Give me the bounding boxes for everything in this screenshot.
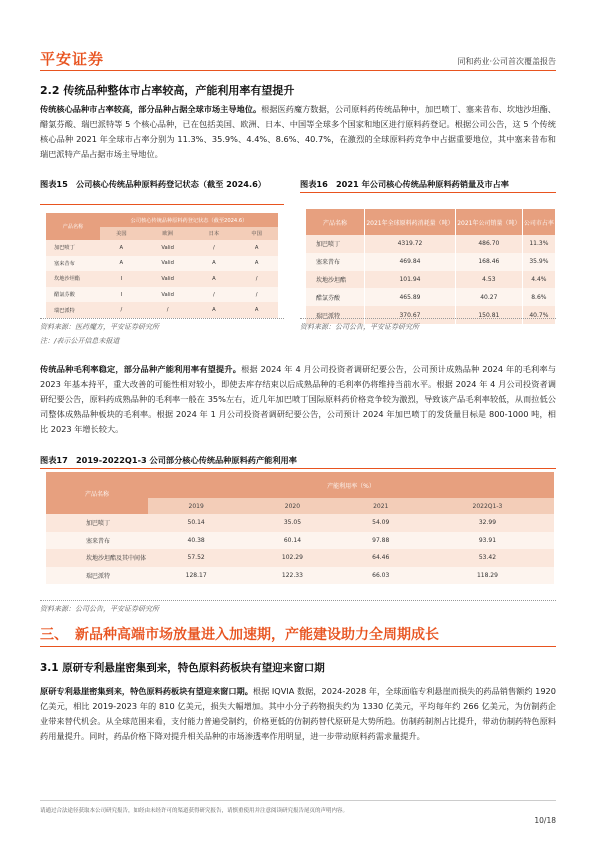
cell: / xyxy=(143,302,193,318)
cell: 4.53 xyxy=(455,271,522,289)
footer-disclaimer: 请通过合法途径获取本公司研究报告，如经由未经许可的渠道获得研究报告，请慎重使用并注意阅读研究报告尾页的声明内容。 xyxy=(40,808,349,814)
cell: 11.3% xyxy=(522,235,555,253)
table-row xyxy=(46,514,554,532)
col-region: 中国 xyxy=(235,227,278,240)
cell: / xyxy=(100,302,143,318)
figure-15-note: 注：/表示公开信息未报道 xyxy=(40,337,120,345)
cell: 168.46 xyxy=(455,253,522,271)
product-name: 塞来昔布 xyxy=(46,256,100,272)
col-global-consumption: 2021年全球原料药消耗量（吨） xyxy=(365,209,456,235)
cell: 97.88 xyxy=(341,532,421,550)
cell: 4319.72 xyxy=(365,235,456,253)
table-row xyxy=(306,271,556,289)
cell: 64.46 xyxy=(341,549,421,567)
capacity-utilization-table xyxy=(46,472,554,584)
cell: I xyxy=(100,287,143,303)
col-region: 日本 xyxy=(193,227,236,240)
cell: 35.9% xyxy=(522,253,555,271)
cell: 128.17 xyxy=(148,567,244,585)
table-row xyxy=(46,302,278,318)
cell: A xyxy=(193,271,236,287)
cell: A xyxy=(235,256,278,272)
col-group: 公司核心传统品种原料药登记状态（截至2024.6） xyxy=(100,213,278,227)
footer-divider xyxy=(40,800,556,801)
table-row xyxy=(46,240,278,256)
figure-17-title: 图表17 2019-2022Q1-3 公司部分核心传统品种原料药产能利用率 xyxy=(40,455,297,465)
cell: 53.42 xyxy=(421,549,554,567)
col-product: 产品名称 xyxy=(46,472,148,514)
cell: 370.67 xyxy=(365,306,456,324)
cell: Valid xyxy=(143,271,193,287)
paragraph-lead: 传统品种毛利率稳定，部分品种产能利用率有望提升。 xyxy=(40,364,242,374)
cell: A xyxy=(100,240,143,256)
cell: 40.7% xyxy=(522,306,555,324)
product-name: 加巴喷丁 xyxy=(306,235,365,253)
col-group: 产能利用率（%） xyxy=(148,472,554,498)
paragraph-lead: 原研专利悬崖密集到来，特色原料药板块有望迎来窗口期。 xyxy=(40,686,253,696)
cell: 118.29 xyxy=(421,567,554,585)
cell: Valid xyxy=(143,256,193,272)
header-divider xyxy=(40,70,556,71)
company-logo: 平安证券 xyxy=(40,50,105,68)
figure-15-source: 资料来源：医药魔方，平安证券研究所 xyxy=(40,323,159,331)
figure-16-bottom-rule xyxy=(300,318,556,319)
product-name: 醋氯芬酸 xyxy=(46,287,100,303)
cell: / xyxy=(235,271,278,287)
cell: 60.14 xyxy=(244,532,340,550)
product-name: 坎地沙坦酯及其中间体 xyxy=(46,549,148,567)
sales-share-table xyxy=(306,209,556,324)
cell: 4.4% xyxy=(522,271,555,289)
paragraph-body: 根据 2024 年 4 月公司投资者调研纪要公告，公司预计成熟品种 2024 年的毛利率与 2023 年基本持平，重大改善的可能性相对较小，即使去库存结束以后成熟品种的毛利率仍将维持当前水平。根据 2024 年 4 月公司投资者调研纪要公告，原料药成熟品种的毛利率一般在 35%左右，近几年加巴喷丁国际原料药价格竞争较为激烈，导致该产品毛利率较低，从而拉低公司整体成熟品种板块的毛利率。根据 2024 年 1 月公司投资者调研纪要公告，公司预计 2024 年加巴喷丁的发货量目标是 800-1000 吨，相比 2023 年增长较大。 xyxy=(40,364,556,434)
figure-15-title: 图表15 公司核心传统品种原料药登记状态（截至 2024.6） xyxy=(40,179,266,189)
paragraph-body: 根据医药魔方数据，公司原料药传统品种中，加巴喷丁、塞来昔布、坎地沙坦酯、醋氯芬酸、瑞巴派特等 5 个核心品种，已在包括美国、欧洲、日本、中国等全球多个国家和地区进行原料药登记。根据公司公告，这 5 个传统核心品种 2021 年全球市占率分别为 11.3%、35.9%、4.4%、8.6%、40.7%，在激烈的全球原料药竞争中占据重要地位，其中塞来昔布和瑞巴派特产品占据市场主导地位。 xyxy=(40,104,556,159)
col-period: 2019 xyxy=(148,498,244,514)
product-name: 坎地沙坦酯 xyxy=(46,271,100,287)
table-row xyxy=(46,549,554,567)
cell: 486.70 xyxy=(455,235,522,253)
cell: 93.91 xyxy=(421,532,554,550)
cell: / xyxy=(193,240,236,256)
cell: 40.27 xyxy=(455,288,522,306)
cell: / xyxy=(193,287,236,303)
cell: 54.09 xyxy=(341,514,421,532)
col-company-sales: 2021年公司销量（吨） xyxy=(455,209,522,235)
cell: 50.14 xyxy=(148,514,244,532)
paragraph-lead: 传统核心品种市占率较高，部分品种占据全球市场主导地位。 xyxy=(40,104,262,114)
product-name: 醋氯芬酸 xyxy=(306,288,365,306)
product-name: 塞来昔布 xyxy=(306,253,365,271)
product-name: 瑞巴派特 xyxy=(306,306,365,324)
product-name: 加巴喷丁 xyxy=(46,240,100,256)
table-row xyxy=(46,287,278,303)
product-name: 坎地沙坦酯 xyxy=(306,271,365,289)
col-region: 欧洲 xyxy=(143,227,193,240)
table-row xyxy=(46,532,554,550)
cell: A xyxy=(100,256,143,272)
col-market-share: 公司市占率 xyxy=(522,209,555,235)
paragraph-gross-margin xyxy=(40,362,556,437)
cell: 66.03 xyxy=(341,567,421,585)
cell: 32.99 xyxy=(421,514,554,532)
table-row xyxy=(46,256,278,272)
chapter-divider xyxy=(40,646,556,647)
paragraph-market-share xyxy=(40,102,556,162)
table-row xyxy=(46,567,554,585)
figure-16-title: 图表16 2021 年公司核心传统品种原料药销量及市占率 xyxy=(300,179,509,189)
table-row xyxy=(306,253,556,271)
subsection-title: 3.1 原研专利悬崖密集到来，特色原料药板块有望迎来窗口期 xyxy=(40,662,325,674)
cell: I xyxy=(100,271,143,287)
cell: 469.84 xyxy=(365,253,456,271)
col-product: 产品名称 xyxy=(306,209,365,235)
cell: A xyxy=(193,256,236,272)
cell: 35.05 xyxy=(244,514,340,532)
product-name: 加巴喷丁 xyxy=(46,514,148,532)
table-row xyxy=(306,235,556,253)
cell: / xyxy=(235,287,278,303)
figure-16-source: 资料来源：公司公告，平安证券研究所 xyxy=(300,323,419,331)
paragraph-patent-cliff xyxy=(40,684,556,744)
cell: 102.29 xyxy=(244,549,340,567)
cell: 57.52 xyxy=(148,549,244,567)
cell: 8.6% xyxy=(522,288,555,306)
figure-15-rule xyxy=(40,204,284,205)
table-row xyxy=(46,271,278,287)
product-name: 瑞巴派特 xyxy=(46,302,100,318)
product-name: 塞来昔布 xyxy=(46,532,148,550)
col-period: 2020 xyxy=(244,498,340,514)
cell: Valid xyxy=(143,287,193,303)
product-name: 瑞巴派特 xyxy=(46,567,148,585)
figure-16-rule xyxy=(300,192,556,193)
cell: A xyxy=(235,302,278,318)
cell: 122.33 xyxy=(244,567,340,585)
chapter-title: 三、 新品种高端市场放量进入加速期，产能建设助力全周期成长 xyxy=(40,627,439,643)
cell: 465.89 xyxy=(365,288,456,306)
cell: A xyxy=(235,240,278,256)
registration-table xyxy=(46,213,278,318)
cell: Valid xyxy=(143,240,193,256)
cell: 40.38 xyxy=(148,532,244,550)
cell: 101.94 xyxy=(365,271,456,289)
page-number: 10/18 xyxy=(534,816,556,825)
figure-15-bottom-rule xyxy=(40,318,284,319)
figure-17-bottom-rule xyxy=(40,600,556,601)
cell: 150.81 xyxy=(455,306,522,324)
figure-17-rule xyxy=(40,468,556,469)
report-title: 同和药业·公司首次覆盖报告 xyxy=(457,57,556,66)
paragraph-body: 根据 IQVIA 数据，2024-2028 年，全球面临专利悬崖而损失的药品销售额约 1920 亿美元，相比 2019-2023 年的 810 亿美元，损失大幅增加。其中小分子药物损失约为 1330 亿美元，平均每年约 266 亿美元，为仿制药企业带来替代机会。从全球范围来看，支付能力普遍受制约，价格更低的仿制药替代原研是大势所趋。仿制药制剂占比提升，带动仿制药特色原料药用量提升。同时，药品价格下降对提升相关品种的市场渗透率作用明显，进一步带动原料药需求量提升。 xyxy=(40,686,556,741)
cell: A xyxy=(193,302,236,318)
col-product: 产品名称 xyxy=(46,213,100,240)
table-row xyxy=(306,288,556,306)
section-title: 2.2 传统品种整体市占率较高，产能利用率有望提升 xyxy=(40,84,295,97)
col-period: 2022Q1-3 xyxy=(421,498,554,514)
col-region: 美国 xyxy=(100,227,143,240)
col-period: 2021 xyxy=(341,498,421,514)
figure-17-source: 资料来源：公司公告，平安证券研究所 xyxy=(40,605,159,613)
